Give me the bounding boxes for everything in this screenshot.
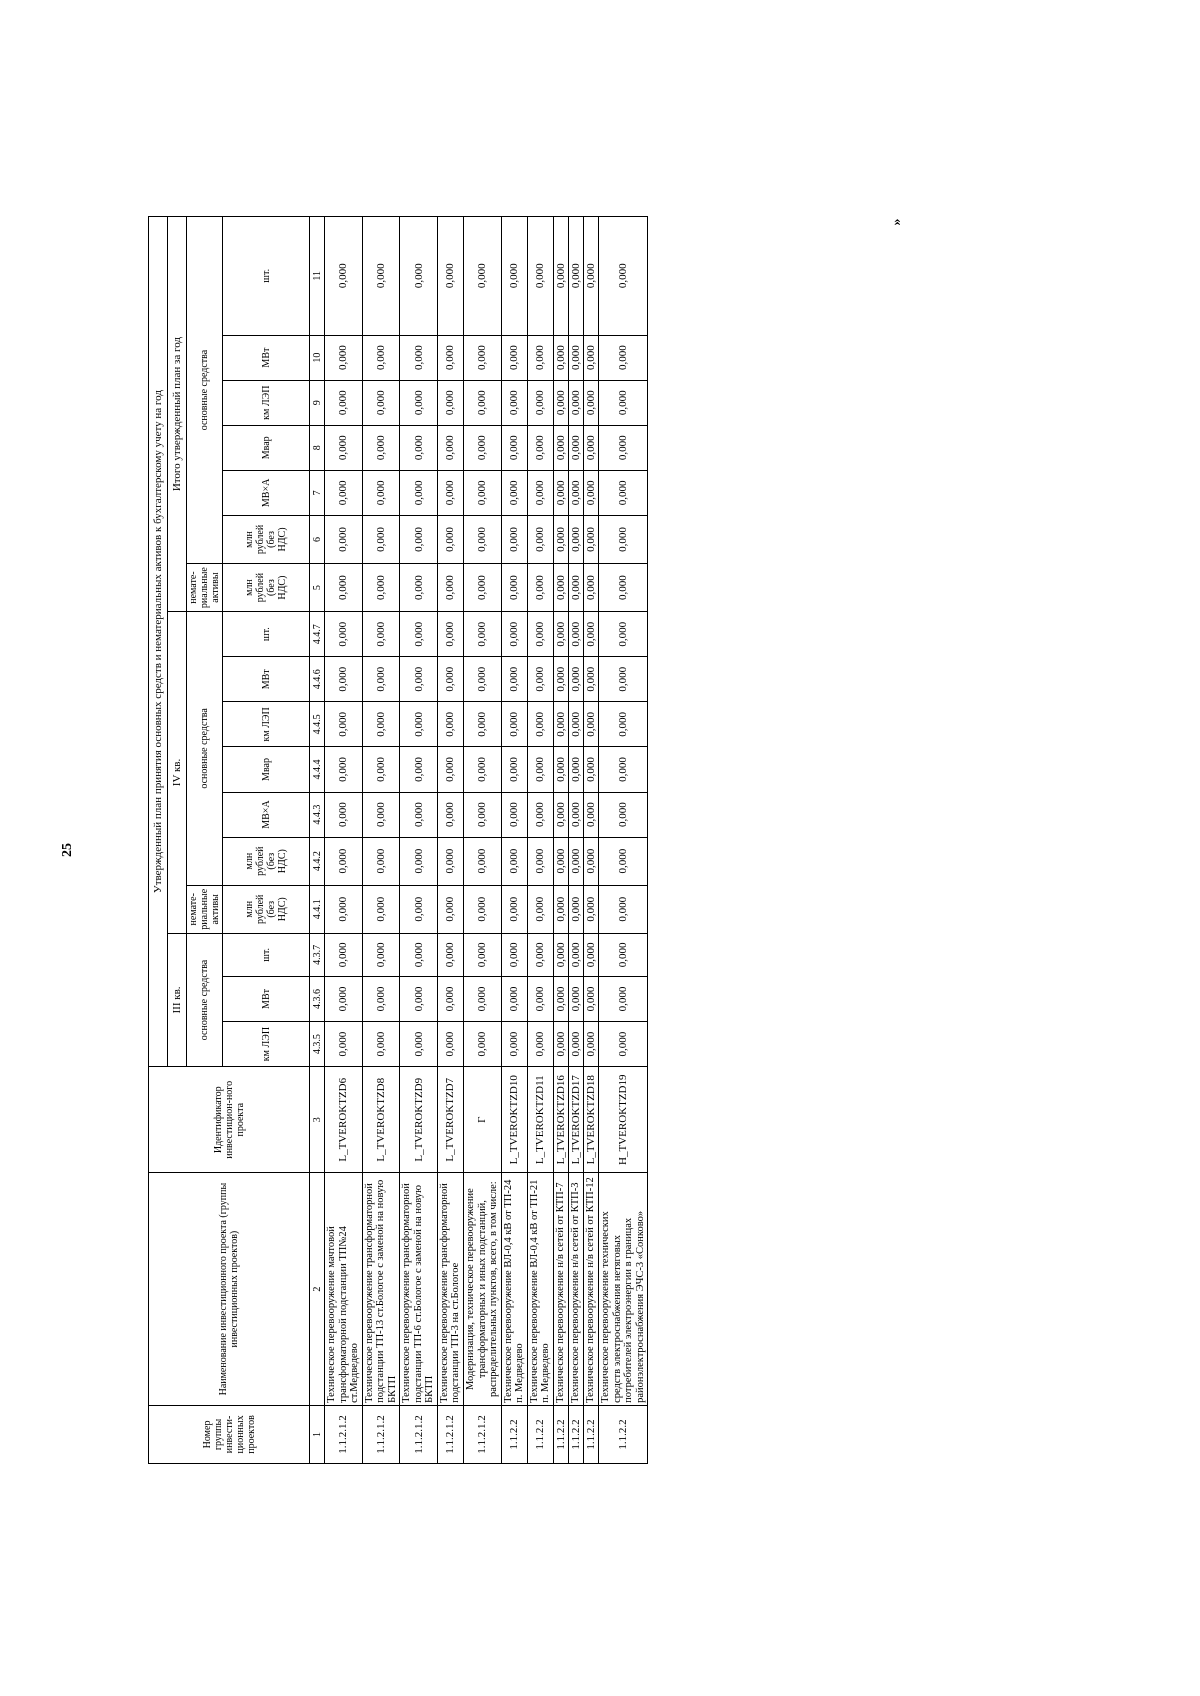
value-cell: 0,000 [400, 747, 438, 792]
value-cell: 0,000 [568, 425, 583, 470]
column-number: 4.4.1 [310, 885, 325, 933]
unit-pcs: шт. [223, 217, 310, 336]
header-group-number: Номер группы инвести-ционных проектов [149, 1405, 310, 1463]
value-cell: 0,000 [599, 792, 648, 837]
value-cell: 0,000 [501, 933, 527, 976]
table-row [325, 217, 363, 1464]
value-cell: 0,000 [362, 515, 400, 563]
value-cell: 0,000 [325, 976, 363, 1021]
value-cell: 0,000 [553, 515, 568, 563]
group-number-cell: 1.1.2.2 [553, 1405, 568, 1463]
column-number: 4.3.5 [310, 1022, 325, 1067]
value-cell: 0,000 [568, 380, 583, 425]
value-cell: 0,000 [400, 564, 438, 612]
value-cell: 0,000 [584, 515, 599, 563]
column-number: 4.4.2 [310, 837, 325, 885]
unit-mln: млн рублей (без НДС) [223, 515, 310, 563]
value-cell: 0,000 [584, 837, 599, 885]
column-number: 10 [310, 335, 325, 380]
value-cell: 0,000 [553, 335, 568, 380]
value-cell: 0,000 [400, 1022, 438, 1067]
unit-mvar: Мвар [223, 425, 310, 470]
unit-mw: МВт [223, 657, 310, 702]
value-cell: 0,000 [437, 217, 463, 336]
column-number: 3 [310, 1067, 325, 1173]
table-row [527, 217, 553, 1464]
value-cell: 0,000 [568, 1022, 583, 1067]
value-cell: 0,000 [568, 335, 583, 380]
value-cell: 0,000 [568, 515, 583, 563]
value-cell: 0,000 [568, 976, 583, 1021]
project-identifier-cell: L_TVEROKTZD6 [325, 1067, 363, 1173]
value-cell: 0,000 [553, 837, 568, 885]
value-cell: 0,000 [362, 612, 400, 657]
project-name-cell: Техническое перевооружение н/в сетей от КТП-12 [584, 1173, 599, 1406]
project-name-cell: Техническое перевооружение технических средств электроснабжения нетяговых потребителей электроэнергии в границах районэлектроснабжения ЭЧС-3 «Сонково» [599, 1173, 648, 1406]
value-cell: 0,000 [362, 657, 400, 702]
value-cell: 0,000 [362, 933, 400, 976]
unit-pcs: шт. [223, 612, 310, 657]
column-number: 4.3.6 [310, 976, 325, 1021]
value-cell: 0,000 [501, 702, 527, 747]
value-cell: 0,000 [400, 702, 438, 747]
value-cell: 0,000 [599, 702, 648, 747]
value-cell: 0,000 [527, 747, 553, 792]
value-cell: 0,000 [325, 792, 363, 837]
value-cell: 0,000 [599, 657, 648, 702]
value-cell: 0,000 [501, 612, 527, 657]
value-cell: 0,000 [599, 612, 648, 657]
project-identifier-cell: L_TVEROKTZD16 [553, 1067, 568, 1173]
group-number-cell: 1.1.2.1.2 [362, 1405, 400, 1463]
value-cell: 0,000 [437, 885, 463, 933]
value-cell: 0,000 [553, 657, 568, 702]
value-cell: 0,000 [599, 564, 648, 612]
value-cell: 0,000 [599, 425, 648, 470]
value-cell: 0,000 [584, 470, 599, 515]
value-cell: 0,000 [599, 515, 648, 563]
value-cell: 0,000 [325, 470, 363, 515]
value-cell: 0,000 [553, 702, 568, 747]
table-row [568, 217, 583, 1464]
value-cell: 0,000 [553, 747, 568, 792]
value-cell: 0,000 [568, 217, 583, 336]
value-cell: 0,000 [501, 1022, 527, 1067]
value-cell: 0,000 [437, 837, 463, 885]
value-cell: 0,000 [362, 470, 400, 515]
value-cell: 0,000 [437, 335, 463, 380]
value-cell: 0,000 [362, 837, 400, 885]
rotated-table-container [148, 216, 868, 1464]
project-name-cell: Техническое перевооружение трансформаторной подстанции ТП-13 ст.Бологое с заменой на новую БКТП [362, 1173, 400, 1406]
value-cell: 0,000 [437, 792, 463, 837]
value-cell: 0,000 [553, 612, 568, 657]
value-cell: 0,000 [400, 612, 438, 657]
value-cell: 0,000 [584, 217, 599, 336]
group-number-cell: 1.1.2.2 [568, 1405, 583, 1463]
value-cell: 0,000 [464, 976, 502, 1021]
value-cell: 0,000 [553, 885, 568, 933]
table-row [437, 217, 463, 1464]
value-cell: 0,000 [464, 470, 502, 515]
value-cell: 0,000 [464, 657, 502, 702]
header-q3: III кв. [168, 933, 187, 1066]
continued-mark: » [889, 218, 905, 226]
value-cell: 0,000 [464, 335, 502, 380]
unit-mln: млн рублей (без НДС) [223, 885, 310, 933]
project-identifier-cell: L_TVEROKTZD17 [568, 1067, 583, 1173]
value-cell: 0,000 [400, 380, 438, 425]
value-cell: 0,000 [325, 837, 363, 885]
value-cell: 0,000 [501, 515, 527, 563]
value-cell: 0,000 [527, 380, 553, 425]
investment-plan-table [148, 216, 648, 1464]
table-row [584, 217, 599, 1464]
value-cell: 0,000 [553, 217, 568, 336]
value-cell: 0,000 [362, 747, 400, 792]
unit-pcs: шт. [223, 933, 310, 976]
column-number: 4.3.7 [310, 933, 325, 976]
value-cell: 0,000 [400, 837, 438, 885]
value-cell: 0,000 [400, 425, 438, 470]
value-cell: 0,000 [464, 792, 502, 837]
value-cell: 0,000 [527, 702, 553, 747]
value-cell: 0,000 [584, 792, 599, 837]
value-cell: 0,000 [437, 470, 463, 515]
value-cell: 0,000 [437, 933, 463, 976]
value-cell: 0,000 [437, 612, 463, 657]
header-q3-fixed-assets: основные средства [187, 933, 223, 1066]
value-cell: 0,000 [362, 380, 400, 425]
value-cell: 0,000 [400, 885, 438, 933]
value-cell: 0,000 [584, 612, 599, 657]
value-cell: 0,000 [464, 564, 502, 612]
value-cell: 0,000 [325, 564, 363, 612]
value-cell: 0,000 [437, 515, 463, 563]
value-cell: 0,000 [568, 657, 583, 702]
column-number: 4.4.6 [310, 657, 325, 702]
value-cell: 0,000 [437, 976, 463, 1021]
value-cell: 0,000 [400, 335, 438, 380]
value-cell: 0,000 [584, 702, 599, 747]
column-number: 4.4.3 [310, 792, 325, 837]
value-cell: 0,000 [325, 515, 363, 563]
value-cell: 0,000 [325, 885, 363, 933]
value-cell: 0,000 [464, 747, 502, 792]
value-cell: 0,000 [568, 747, 583, 792]
value-cell: 0,000 [464, 612, 502, 657]
group-number-cell: 1.1.2.2 [501, 1405, 527, 1463]
value-cell: 0,000 [527, 1022, 553, 1067]
value-cell: 0,000 [568, 702, 583, 747]
value-cell: 0,000 [527, 657, 553, 702]
project-identifier-cell: L_TVEROKTZD8 [362, 1067, 400, 1173]
group-number-cell: 1.1.2.1.2 [437, 1405, 463, 1463]
value-cell: 0,000 [584, 976, 599, 1021]
value-cell: 0,000 [599, 747, 648, 792]
project-identifier-cell: L_TVEROKTZD10 [501, 1067, 527, 1173]
value-cell: 0,000 [437, 1022, 463, 1067]
value-cell: 0,000 [362, 1022, 400, 1067]
value-cell: 0,000 [584, 564, 599, 612]
value-cell: 0,000 [501, 976, 527, 1021]
value-cell: 0,000 [325, 933, 363, 976]
column-number: 8 [310, 425, 325, 470]
value-cell: 0,000 [599, 335, 648, 380]
project-identifier-cell: L_TVEROKTZD7 [437, 1067, 463, 1173]
value-cell: 0,000 [584, 335, 599, 380]
value-cell: 0,000 [553, 933, 568, 976]
value-cell: 0,000 [527, 470, 553, 515]
value-cell: 0,000 [400, 217, 438, 336]
value-cell: 0,000 [437, 657, 463, 702]
value-cell: 0,000 [568, 792, 583, 837]
value-cell: 0,000 [464, 515, 502, 563]
value-cell: 0,000 [362, 217, 400, 336]
column-number: 2 [310, 1173, 325, 1406]
value-cell: 0,000 [553, 425, 568, 470]
value-cell: 0,000 [437, 747, 463, 792]
value-cell: 0,000 [501, 470, 527, 515]
table-row [362, 217, 400, 1464]
unit-km: км ЛЭП [223, 1022, 310, 1067]
value-cell: 0,000 [362, 425, 400, 470]
value-cell: 0,000 [568, 885, 583, 933]
value-cell: 0,000 [599, 976, 648, 1021]
value-cell: 0,000 [501, 837, 527, 885]
value-cell: 0,000 [599, 380, 648, 425]
group-number-cell: 1.1.2.1.2 [325, 1405, 363, 1463]
header-total-fixed-assets: основные средства [187, 217, 223, 564]
value-cell: 0,000 [400, 976, 438, 1021]
value-cell: 0,000 [501, 217, 527, 336]
value-cell: 0,000 [568, 470, 583, 515]
value-cell: 0,000 [599, 933, 648, 976]
header-total-intangible: нематериальные активы [187, 564, 223, 612]
value-cell: 0,000 [437, 564, 463, 612]
unit-km: км ЛЭП [223, 702, 310, 747]
header-q4: IV кв. [168, 612, 187, 934]
table-row [553, 217, 568, 1464]
value-cell: 0,000 [584, 885, 599, 933]
unit-mva: МВ×А [223, 792, 310, 837]
header-q4-fixed-assets: основные средства [187, 612, 223, 886]
value-cell: 0,000 [325, 612, 363, 657]
value-cell: 0,000 [400, 515, 438, 563]
column-number: 11 [310, 217, 325, 336]
project-identifier-cell: L_TVEROKTZD9 [400, 1067, 438, 1173]
group-number-cell: 1.1.2.1.2 [464, 1405, 502, 1463]
value-cell: 0,000 [437, 702, 463, 747]
value-cell: 0,000 [400, 657, 438, 702]
value-cell: 0,000 [584, 933, 599, 976]
project-identifier-cell: L_TVEROKTZD18 [584, 1067, 599, 1173]
value-cell: 0,000 [362, 335, 400, 380]
value-cell: 0,000 [400, 933, 438, 976]
value-cell: 0,000 [501, 657, 527, 702]
group-number-cell: 1.1.2.2 [584, 1405, 599, 1463]
value-cell: 0,000 [553, 380, 568, 425]
value-cell: 0,000 [464, 217, 502, 336]
project-identifier-cell: H_TVEROKTZD19 [599, 1067, 648, 1173]
project-name-cell: Техническое перевооружение трансформаторной подстанции ТП-3 на ст.Бологое [437, 1173, 463, 1406]
value-cell: 0,000 [325, 335, 363, 380]
value-cell: 0,000 [553, 792, 568, 837]
value-cell: 0,000 [527, 564, 553, 612]
value-cell: 0,000 [527, 612, 553, 657]
value-cell: 0,000 [553, 976, 568, 1021]
table-row [501, 217, 527, 1464]
column-number: 6 [310, 515, 325, 563]
value-cell: 0,000 [362, 885, 400, 933]
column-number: 1 [310, 1405, 325, 1463]
unit-mvar: Мвар [223, 747, 310, 792]
unit-mw: МВт [223, 976, 310, 1021]
value-cell: 0,000 [362, 564, 400, 612]
value-cell: 0,000 [568, 564, 583, 612]
project-name-cell: Техническое перевооружение н/в сетей от КТП-3 [568, 1173, 583, 1406]
project-name-cell: Техническое перевооружение н/в сетей от КТП-7 [553, 1173, 568, 1406]
value-cell: 0,000 [527, 425, 553, 470]
value-cell: 0,000 [501, 425, 527, 470]
project-identifier-cell: Г [464, 1067, 502, 1173]
value-cell: 0,000 [501, 335, 527, 380]
project-name-cell: Техническое перевооружение трансформаторной подстанции ТП-6 ст.Бологое с заменой на новую БКТП [400, 1173, 438, 1406]
value-cell: 0,000 [584, 380, 599, 425]
value-cell: 0,000 [527, 976, 553, 1021]
value-cell: 0,000 [464, 933, 502, 976]
value-cell: 0,000 [599, 885, 648, 933]
column-number: 4.4.7 [310, 612, 325, 657]
group-number-cell: 1.1.2.2 [599, 1405, 648, 1463]
value-cell: 0,000 [437, 380, 463, 425]
value-cell: 0,000 [362, 702, 400, 747]
table-row [464, 217, 502, 1464]
value-cell: 0,000 [400, 792, 438, 837]
value-cell: 0,000 [527, 933, 553, 976]
value-cell: 0,000 [362, 792, 400, 837]
project-name-cell: Модернизация, техническое перевооружение трансформаторных и иных подстанций, распределительных пунктов, всего, в том числе: [464, 1173, 502, 1406]
column-number: 9 [310, 380, 325, 425]
header-project-name: Наименование инвестиционного проекта (группы инвестиционных проектов) [149, 1173, 310, 1406]
value-cell: 0,000 [584, 1022, 599, 1067]
value-cell: 0,000 [325, 380, 363, 425]
value-cell: 0,000 [325, 702, 363, 747]
value-cell: 0,000 [464, 425, 502, 470]
value-cell: 0,000 [599, 217, 648, 336]
value-cell: 0,000 [437, 425, 463, 470]
value-cell: 0,000 [362, 976, 400, 1021]
project-name-cell: Техническое перевооружение мачтовой трансформаторной подстанции ТП№24 ст.Медведево [325, 1173, 363, 1406]
value-cell: 0,000 [584, 747, 599, 792]
value-cell: 0,000 [325, 1022, 363, 1067]
value-cell: 0,000 [325, 425, 363, 470]
header-identifier: Идентификатор инвестицион-ного проекта [149, 1067, 310, 1173]
value-cell: 0,000 [568, 612, 583, 657]
header-q4-intangible: нематериальные активы [187, 885, 223, 933]
project-name-cell: Техническое перевооружение ВЛ-0,4 кВ от ТП-21 п. Медведево [527, 1173, 553, 1406]
unit-km: км ЛЭП [223, 380, 310, 425]
value-cell: 0,000 [501, 792, 527, 837]
value-cell: 0,000 [501, 380, 527, 425]
column-number: 4.4.5 [310, 702, 325, 747]
value-cell: 0,000 [568, 837, 583, 885]
value-cell: 0,000 [527, 335, 553, 380]
value-cell: 0,000 [568, 933, 583, 976]
column-number: 4.4.4 [310, 747, 325, 792]
value-cell: 0,000 [325, 657, 363, 702]
value-cell: 0,000 [553, 1022, 568, 1067]
value-cell: 0,000 [599, 1022, 648, 1067]
value-cell: 0,000 [599, 470, 648, 515]
table-row [599, 217, 648, 1464]
unit-mln: млн рублей (без НДС) [223, 564, 310, 612]
value-cell: 0,000 [464, 837, 502, 885]
header-plan-title: Утвержденный план принятия основных средств и нематериальных активов к бухгалтерскому учету на год [149, 217, 168, 1067]
value-cell: 0,000 [599, 837, 648, 885]
value-cell: 0,000 [527, 885, 553, 933]
value-cell: 0,000 [400, 470, 438, 515]
value-cell: 0,000 [584, 657, 599, 702]
value-cell: 0,000 [527, 217, 553, 336]
column-numbers-row [310, 217, 325, 1464]
group-number-cell: 1.1.2.1.2 [400, 1405, 438, 1463]
value-cell: 0,000 [584, 425, 599, 470]
project-name-cell: Техническое перевооружение ВЛ-0,4 кВ от ТП-24 п. Медведево [501, 1173, 527, 1406]
column-number: 5 [310, 564, 325, 612]
value-cell: 0,000 [325, 747, 363, 792]
unit-mva: МВ×А [223, 470, 310, 515]
table-body [310, 217, 648, 1464]
value-cell: 0,000 [501, 747, 527, 792]
unit-mln: млн рублей (без НДС) [223, 837, 310, 885]
page-number: 25 [60, 843, 75, 857]
value-cell: 0,000 [527, 515, 553, 563]
unit-mw: МВт [223, 335, 310, 380]
project-identifier-cell: L_TVEROKTZD11 [527, 1067, 553, 1173]
column-number: 7 [310, 470, 325, 515]
value-cell: 0,000 [527, 837, 553, 885]
group-number-cell: 1.1.2.2 [527, 1405, 553, 1463]
value-cell: 0,000 [553, 564, 568, 612]
value-cell: 0,000 [553, 470, 568, 515]
value-cell: 0,000 [501, 564, 527, 612]
table-row [400, 217, 438, 1464]
value-cell: 0,000 [464, 1022, 502, 1067]
value-cell: 0,000 [501, 885, 527, 933]
value-cell: 0,000 [464, 702, 502, 747]
value-cell: 0,000 [464, 885, 502, 933]
header-total: Итого утвержденный план за год [168, 217, 187, 612]
value-cell: 0,000 [527, 792, 553, 837]
value-cell: 0,000 [325, 217, 363, 336]
value-cell: 0,000 [464, 380, 502, 425]
